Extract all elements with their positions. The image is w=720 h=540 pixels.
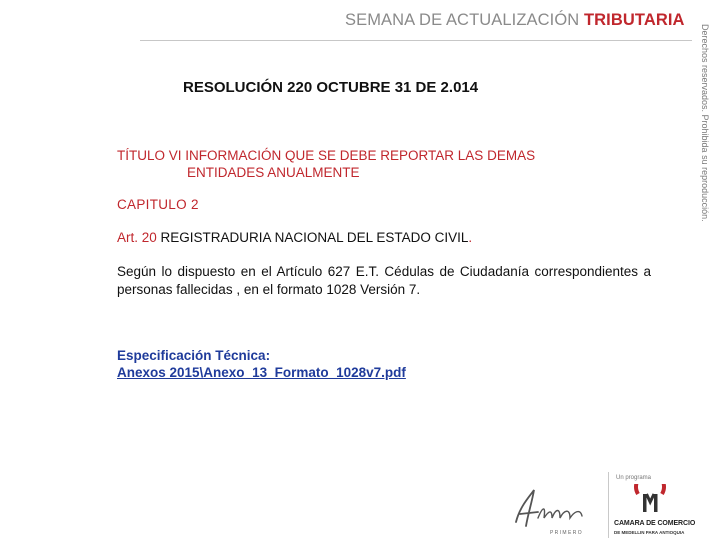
chamber-name: CAMARA DE COMERCIO: [614, 520, 696, 527]
header-title-prefix: SEMANA DE ACTUALIZACIÓN: [345, 11, 580, 29]
spec-file-link[interactable]: Anexos 2015\Anexo_13_Formato_1028v7.pdf: [117, 365, 406, 380]
article-heading: [117, 230, 472, 245]
title-vi: [117, 147, 535, 181]
title-vi-line2: ENTIDADES ANUALMENTE: [187, 165, 360, 180]
article-number: Art. 20: [117, 230, 157, 245]
chapter-heading: CAPITULO 2: [117, 197, 199, 212]
header: [0, 0, 700, 40]
afiliado-logo-text: Afiliado: [508, 478, 512, 479]
spec-block: [117, 347, 406, 381]
title-vi-line1: TÍTULO VI INFORMACIÓN QUE SE DEBE REPORTAR LAS DEMAS: [117, 148, 536, 163]
article-period: .: [468, 230, 473, 245]
page-title: RESOLUCIÓN 220 OCTUBRE 31 DE 2.014: [183, 79, 479, 96]
header-title: [345, 11, 685, 30]
header-title-strong: TRIBUTARIA: [583, 11, 685, 29]
footer-divider: [608, 472, 609, 538]
side-notice: [697, 20, 713, 220]
header-divider: [140, 40, 692, 41]
chamber-sub: DE MEDELLIN PARA ANTIOQUIA: [614, 530, 685, 535]
article-title: REGISTRADURIA NACIONAL DEL ESTADO CIVIL: [160, 230, 469, 245]
footer-tag: Un programa: [616, 475, 652, 481]
body-paragraph: Según lo dispuesto en el Artículo 627 E.T. Cédulas de Ciudadanía correspondientes a personas fallecidas , en el formato 1028 Versión 7.: [117, 264, 651, 297]
side-notice-text: Derechos reservados. Prohibida su reproducción.: [700, 24, 710, 222]
spec-label: Especificación Técnica:: [117, 348, 271, 363]
afiliado-logo-sub: P R I M E R O: [550, 530, 582, 536]
afiliado-logo: [508, 478, 604, 538]
